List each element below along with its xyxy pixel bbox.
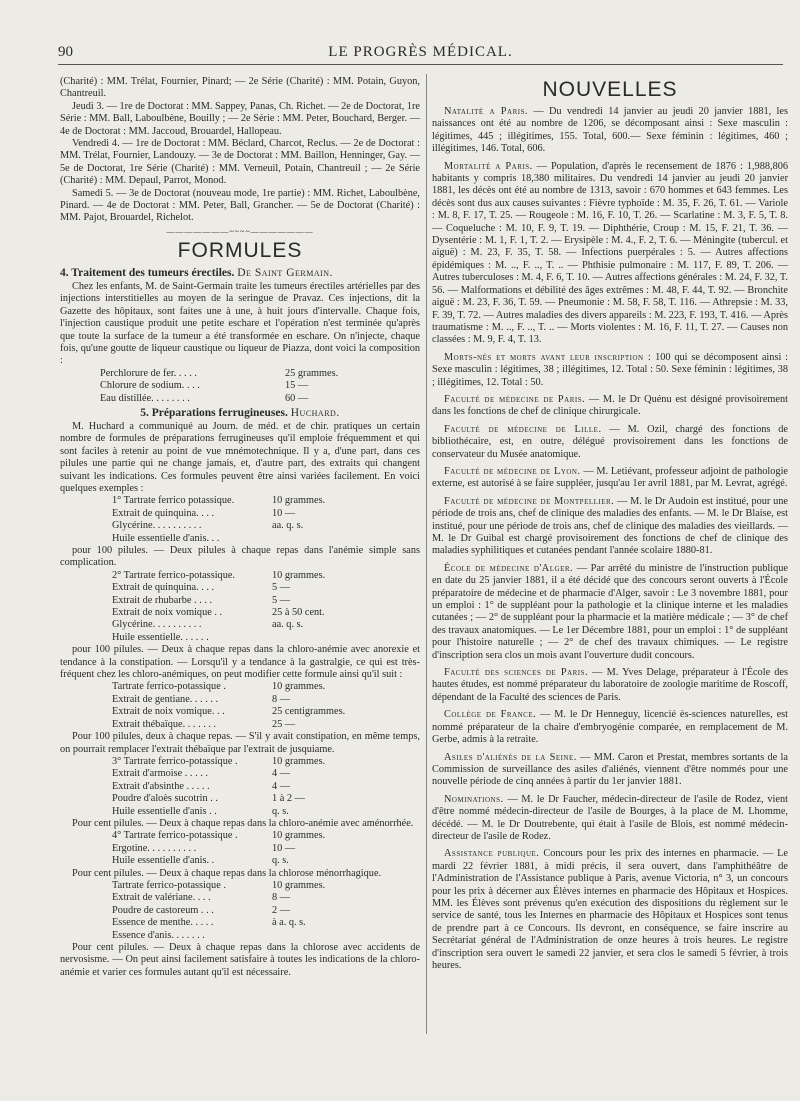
- news-text: — M. Ozil, chargé des fonctions de bibliothécaire, est, en outre, délégué provisoirement dans les fonctions de conservateur du Musée anatomique.: [432, 423, 788, 460]
- section-4-text: Chez les enfants, M. de Saint-Germain traite les tumeurs érectiles artérielles par des injections interstitielles au moyen de la seringue de Pravaz. Ces injections, dit la Gazette des hôpitaux, sont faites une à une, à huit jours d'intervalle. Chaque fois, l'injection caustique produit une petite eschare et l'opération n'est terminée qu'après que toute la surface de la tumeur a été transformée en eschare. On n'injecte, chaque fois, qu'une goutte de liqueur caustique ou liqueur de Piazza, dont voici la composition :: [60, 280, 420, 367]
- news-kicker: Assistance publique.: [444, 848, 540, 860]
- prescription-table: [112, 570, 420, 644]
- ingredient-name: Huile essentielle d'anis. . .: [112, 532, 220, 544]
- nouvelles-title: NOUVELLES: [542, 78, 678, 101]
- news-kicker: Asiles d'aliénés de la Seine.: [444, 751, 577, 763]
- ingredient-name: Essence d'anis. . . . . . .: [112, 929, 205, 941]
- ingredient-name: Poudre d'aloès sucotrin . .: [112, 793, 218, 805]
- section-4-author: De Saint Germain.: [237, 266, 333, 279]
- formula-row: [112, 607, 420, 619]
- ingredient-quantity: aa. q. s.: [272, 619, 304, 631]
- ingredient-quantity: 10 —: [272, 507, 296, 519]
- ingredient-name: Glycérine. . . . . . . . . .: [112, 619, 202, 631]
- formula-row: [112, 619, 420, 631]
- news-kicker: Natalité a Paris.: [444, 106, 529, 117]
- exam-schedule: [60, 76, 420, 225]
- news-kicker: École de médecine d'Alger.: [444, 562, 574, 574]
- formula-row: [112, 706, 420, 718]
- ingredient-name: Extrait de noix vomique . .: [112, 607, 223, 619]
- ingredient-quantity: 1 à 2 —: [272, 793, 305, 805]
- news-kicker: Collège de France.: [444, 709, 537, 721]
- news-list: [432, 106, 788, 972]
- news-text: Concours pour les prix des internes en pharmacie. — Le mardi 22 février 1881, à midi précis, il sera ouvert, dans l'amphithéâtre de l'Administration de l'Assistance publique à Paris, avenue Victoria, n° 3, un concours pour les prix à décerner aux Élèves internes en pharmacie des Hôpitaux et Hospices. MM. les Élèves sont prévenus qu'en exécution des dispositions du règlement sur le service de santé, tous les Internes en pharmacie des Hôpitaux et Hospices sont tenus de prendre part à ce Concours. Ils devront, en conséquence, se faire inscrire au Secrétariat général de l'Administration de onze heures à trois heures. Le registre d'inscription sera ouvert le samedi 22 janvier, et sera clos le samedi 5 février, à trois heures.: [432, 848, 789, 971]
- ingredient-quantity: 10 grammes.: [272, 569, 326, 581]
- news-item: [432, 794, 788, 844]
- formula-row: [112, 719, 420, 731]
- formula-row: [112, 520, 420, 532]
- formula-row: [112, 880, 420, 892]
- ingredient-name: Tartrate ferrico-potassique .: [112, 879, 226, 891]
- formula-row: [112, 508, 420, 520]
- ingredient-name: Essence de menthe. . . . .: [112, 917, 214, 929]
- news-kicker: Morts-nés et morts avant leur inscription :: [444, 351, 652, 363]
- news-item: [432, 106, 788, 156]
- prescription-table: [112, 495, 420, 545]
- liqueur-composition-table: [100, 368, 420, 405]
- ingredient-quantity: 10 grammes.: [272, 830, 326, 842]
- news-text: 100 qui se décomposent ainsi : Sexe masculin : légitimes, 38 ; illégitimes, 12. Total : 50. Sexe féminin : légitimes, 38 ; illégitimes, 12. Total : 50.: [432, 351, 788, 388]
- news-item: [432, 848, 788, 972]
- section-5-author: Huchard.: [290, 406, 340, 419]
- prescription-table: [112, 880, 420, 942]
- news-item: [432, 667, 788, 704]
- formula-row: [112, 533, 420, 545]
- formula-row: [112, 793, 420, 805]
- ingredient-name: 2° Tartrate ferrico-potassique.: [112, 569, 235, 581]
- ingredient-quantity: 10 grammes.: [272, 681, 326, 693]
- formula-row: [100, 380, 420, 392]
- schedule-paragraph: (Charité) : MM. Trélat, Fournier, Pinard; — 2e Série (Charité) : MM. Potain, Guyon, Chantreuil.: [60, 76, 420, 100]
- ingredient-quantity: 10 grammes.: [272, 755, 326, 767]
- ingredient-name: Extrait d'absinthe . . . . .: [112, 780, 210, 792]
- news-item: [432, 563, 788, 662]
- ingredient-quantity: 4 —: [272, 780, 291, 792]
- formula-row: [112, 570, 420, 582]
- news-kicker: Faculté de médecine de Paris.: [444, 393, 586, 405]
- news-item: [432, 352, 788, 389]
- schedule-paragraph: Samedi 5. — 3e de Doctorat (nouveau mode, 1re partie) : MM. Richet, Laboulbène, Pinard. — 4e de Doctorat : MM. Peter, Ball, Grancher. — 5e de Doctorat (Charité) : MM. Pajot, Brouardel, Richelot.: [60, 187, 420, 224]
- news-item: [432, 424, 788, 461]
- schedule-paragraph: Vendredi 4. — 1re de Doctorat : MM. Béclard, Charcot, Reclus. — 2e de Doctorat : MM. Trélat, Fournier, Landouzy. — 3e de Doctorat : MM. Baillon, Henninger, Gay. — 5e de Doctorat, 1re Série (Charité) : MM. Verneuil, Potain, Chantreuil ; — 2e Série (Charité) : MM. Depaul, Parrot, Monod.: [60, 138, 420, 187]
- formula-row: [112, 694, 420, 706]
- ingredient-name: Tartrate ferrico-potassique .: [112, 681, 226, 693]
- formules-title: FORMULES: [177, 238, 303, 262]
- ingredient-quantity: 60 —: [285, 392, 309, 404]
- news-text: — M. le Dr Audoin est institué, pour une période de trois ans, chef de clinique des maladies des enfants. — M. le Dr Blaise, est institué, pour une période de trois ans, chef de clinique des maladies des vieillards. — M. le Dr Guibal est chargé provisoirement des fonctions de chef de clinique des maladies syphilitiques et cutanées pendant l'année scolaire 1880-81.: [432, 495, 788, 557]
- ingredient-name: Extrait de rhubarbe . . . .: [112, 594, 213, 606]
- section-5-title: 5. Préparations ferrugineuses.: [140, 406, 288, 419]
- prescription-note: Pour cent pilules. — Deux à chaque repas dans la chlorose ménorrhagique.: [72, 867, 382, 879]
- ingredient-quantity: q. s.: [272, 805, 289, 817]
- prescriptions: [60, 495, 420, 979]
- prescription-note: pour 100 pilules. — Deux pilules à chaque repas dans l'anémie simple sans complication.: [60, 545, 420, 569]
- ingredient-name: Extrait de valériane. . . .: [112, 892, 211, 904]
- news-text: — Par arrêté du ministre de l'instruction publique en date du 25 janvier 1881, il a été décidé que des concours seront ouverts à l'École préparatoire de médecine et de pharmacie d'Alger, savoir : Le 3 novembre 1881, pour un emploi : 1° de suppléant pour la pathologie et la clinique interne et les maladies cutanées ; — 2° de suppléant pour la pharmacie et la matière médicale ; — 3° de chef des travaux anatomiques. — Le 1er Décembre 1881, pour un emploi : 1° de suppléant pour l'histoire naturelle ; — 2° de chef des travaux chimiques. — Le registre d'inscription sera clos un mois avant l'ouverture dudit concours.: [432, 562, 789, 661]
- ingredient-name: Perchlorure de fer. . . . .: [100, 367, 197, 379]
- header-rule: [58, 64, 783, 65]
- formula-row: [112, 582, 420, 594]
- section-4-heading: [60, 267, 420, 280]
- section-5-heading: [60, 407, 420, 420]
- formula-row: [112, 905, 420, 917]
- news-kicker: Nominations.: [444, 793, 504, 805]
- page-number: 90: [58, 44, 73, 60]
- ingredient-quantity: q. s.: [272, 855, 289, 867]
- ingredient-quantity: [272, 533, 420, 545]
- news-kicker: Faculté de médecine de Montpellier.: [444, 495, 615, 507]
- formula-row: [112, 843, 420, 855]
- formula-row: [112, 681, 420, 693]
- ingredient-name: Poudre de castoreum . . .: [112, 904, 214, 916]
- prescription-table: [112, 830, 420, 867]
- news-item: [432, 709, 788, 746]
- ingredient-name: 3° Tartrate ferrico-potassique .: [112, 755, 238, 767]
- ingredient-name: Extrait thébaïque. . . . . . .: [112, 718, 217, 730]
- prescription-note: Pour 100 pilules, deux à chaque repas. — S'il y avait constipation, en même temps, on pourrait remplacer l'extrait thébaïque par l'extrait de jusquiame.: [60, 731, 420, 755]
- ingredient-quantity: [272, 632, 420, 644]
- ingredient-quantity: 10 grammes.: [272, 879, 326, 891]
- formula-row: [112, 632, 420, 644]
- news-text: — M. le Dr Faucher, médecin-directeur de l'asile de Rodez, vient d'être nommé médecin-directeur de l'asile de Bourges, à la place de M. Lhomme, décédé. — M. le Dr Doutrebente, qui était à l'asile de Blois, est nommé médecin-directeur de l'asile de Rodez.: [432, 793, 788, 842]
- news-item: [432, 394, 788, 419]
- ingredient-name: Huile essentielle d'anis. .: [112, 855, 215, 867]
- ingredient-name: Huile essentielle. . . . . .: [112, 631, 209, 643]
- ingredient-name: Glycérine. . . . . . . . . .: [112, 520, 202, 532]
- formula-row: [112, 595, 420, 607]
- news-item: [432, 496, 788, 558]
- formula-row: [112, 892, 420, 904]
- ingredient-name: Extrait de gentiane. . . . . .: [112, 693, 219, 705]
- formula-row: [112, 930, 420, 942]
- ingredient-name: Extrait de quinquina. . . .: [112, 507, 215, 519]
- left-column: [60, 76, 420, 979]
- section-4-title: 4. Traitement des tumeurs érectiles.: [60, 266, 235, 279]
- formula-row: [112, 855, 420, 867]
- ingredient-quantity: 5 —: [272, 594, 291, 606]
- ingredient-name: Huile essentielle d'anis . .: [112, 805, 217, 817]
- formula-row: [100, 368, 420, 380]
- ingredient-name: Extrait de quinquina. . . .: [112, 582, 215, 594]
- journal-title: LE PROGRÈS MÉDICAL.: [328, 44, 513, 60]
- ingredient-quantity: 10 grammes.: [272, 495, 326, 507]
- formula-row: [112, 768, 420, 780]
- news-text: — M. le Dr Henneguy, licencié ès-sciences naturelles, est nommé préparateur de la chaire d'embryogénie comparée, en remplacement de M. Gerbe, admis à la retraite.: [432, 709, 789, 746]
- ingredient-quantity: 25 à 50 cent.: [272, 607, 325, 619]
- ingredient-quantity: 5 —: [272, 582, 291, 594]
- news-item: [432, 752, 788, 789]
- ingredient-name: 1° Tartrate ferrico potassique.: [112, 495, 235, 507]
- ingredient-quantity: 8 —: [272, 693, 291, 705]
- ingredient-quantity: à a. q. s.: [272, 917, 306, 929]
- ingredient-quantity: 4 —: [272, 768, 291, 780]
- ingredient-quantity: aa. q. s.: [272, 520, 304, 532]
- ingredient-quantity: 25 centigrammes.: [272, 706, 346, 718]
- ingredient-name: Chlorure de sodium. . . .: [100, 380, 200, 392]
- ornament-divider: ———————~~~~———————: [166, 226, 314, 236]
- news-item: [432, 161, 788, 347]
- ingredient-name: Extrait de noix vomique. . .: [112, 706, 225, 718]
- ingredient-name: Extrait d'armoise . . . . .: [112, 768, 208, 780]
- ingredient-quantity: 15 —: [285, 380, 309, 392]
- formula-row: [112, 830, 420, 842]
- formula-row: [112, 806, 420, 818]
- ingredient-quantity: [272, 930, 420, 942]
- ingredient-quantity: 2 —: [272, 904, 291, 916]
- prescription-note: Pour cent pilules. — Deux à chaque repas dans la chlorose avec accidents de nervosisme. — On peut ainsi facilement satisfaire à toutes les indications de la chloro-anémie et varier ces formules autant qu'il est nécessaire.: [60, 942, 420, 978]
- news-kicker: Mortalité a Paris.: [444, 160, 533, 172]
- ingredient-name: Eau distillée. . . . . . . .: [100, 392, 190, 404]
- formula-row: [100, 393, 420, 405]
- prescription-table: [112, 756, 420, 818]
- news-kicker: Faculté des sciences de Paris.: [444, 667, 589, 679]
- formula-row: [112, 917, 420, 929]
- prescription-note: Pour cent pilules. — Deux à chaque repas dans la chloro-anémie avec aménorrhée.: [72, 817, 414, 829]
- news-text: — Du vendredi 14 janvier au jeudi 20 janvier 1881, les naissances ont été au nombre de 1206, se décomposant ainsi : Sexe masculin : légitimes, 445 ; illégitimes, 155. Total, 600.— Sexe féminin : légitimes, 460 ; illégitimes, 146. Total, 606.: [432, 106, 788, 155]
- news-text: — M. le Dr Quénu est désigné provisoirement dans les fonctions de chef de clinique chirurgicale.: [432, 393, 788, 418]
- news-text: — M. Letiévant, professeur adjoint de pathologie externe, est autorisé à se faire suppléer, jusqu'au 1er avril 1881, par M. Levrat, agrégé.: [432, 465, 788, 490]
- news-text: — Population, d'après le recensement de 1876 : 1,988,806 habitants y compris 18,380 militaires. Du vendredi 14 janvier au jeudi 20 janvier 1881, les décès ont été au nombre de 1313, savoir : 670 hommes et 643 femmes. Les décès sont dus aux causes suivantes : Fièvre typhoïde : M. 35, F. 26, T. 61. — Variole : M. 8, F. 17, T. 25. — Rougeole : M. 16, F. 10, T. 26. — Scarlatine : M. 3, F. 5, T. 8. — Coqueluche : M. 10, F. 9, T. 19. — Diphthérie, Croup : M. 15, F. 21, T. 36. — Dysentérie : M. 1, F. 1, T. 2. — Erysipèle : M. 4., F. 2, T. 6. — Méningite (tubercul. et aiguë) : M. 23, F. 35, T. 58. — Infections puerpérales : 5. — Autres affections épidémiques : M. .., F. .., T. .. — Phthisie pulmonaire : M. 117, F. 89, T. 206. — Autres tuberculoses : M. 4, F. 6, T. 10. — Autres affections générales : M. 24, F. 32, T. 56. — Malformations et débilité des âges extrêmes : M. 48, F. 44, T. 92. — Bronchite aiguë : M. 23, F. 36, T. 59. — Pneumonie : M. 58, F. 58, T. 116. — Athrepsie : M. 33, F. 39, T. 72. — Autres maladies des divers appareils : M. 223, F. 193, T. 416. — Après traumatisme : M. .., F. .., T. .. — Morts violentes : M. 16, F. 11, T. 27. — Causes non classées : M. 9, F. 4, T. 13.: [432, 160, 789, 346]
- page-header: [58, 44, 783, 66]
- news-text: — M. Yves Delage, préparateur à l'École des hautes études, est nommé préparateur du laboratoire de zoologie maritime de Roscoff, dépendant de la Faculté des sciences de Paris.: [432, 667, 788, 703]
- ingredient-quantity: 25 —: [272, 718, 296, 730]
- formula-row: [112, 756, 420, 768]
- schedule-paragraph: Jeudi 3. — 1re de Doctorat : MM. Sappey, Panas, Ch. Richet. — 2e de Doctorat, 1re Série : MM. Ball, Laboulbène, Bouilly ; — 2e Série : MM. Peter, Bouchard, Berger. — 4e de Doctorat : MM. Jaccoud, Brouardel, Hallopeau.: [60, 100, 420, 137]
- section-5-text: M. Huchard a communiqué au Journ. de méd. et de chir. pratiques un certain nombre de formules de préparations ferrugineuses qu'il emploie fréquemment et qui sont faciles à retenir au point de vue mnémotechnique. Il y a, d'une part, dans ces pilules une partie qui ne change jamais, et, d'autre part, des extraits qui changent suivant les indications. Ces formules peuvent être ainsi variées facilement. En voici quelques exemples :: [60, 420, 420, 494]
- formula-row: [112, 495, 420, 507]
- ingredient-quantity: 10 —: [272, 842, 296, 854]
- news-kicker: Faculté de médecine de Lyon.: [444, 465, 581, 477]
- prescription-note: pour 100 pilules. — Deux à chaque repas dans la chloro-anémie avec anorexie et tendance à la constipation. — Lorsqu'il y a tendance à la gastralgie, ce qui est très-fréquent chez les chloro-anémiques, on peut modifier cette formule ainsi qu'il suit :: [60, 644, 420, 681]
- news-kicker: Faculté de médecine de Lille.: [444, 423, 602, 435]
- ingredient-quantity: 25 grammes.: [285, 367, 339, 379]
- formula-row: [112, 781, 420, 793]
- column-divider: [426, 74, 427, 1034]
- prescription-table: [112, 681, 420, 731]
- ingredient-name: 4° Tartrate ferrico-potassique .: [112, 830, 238, 842]
- right-column: [432, 76, 788, 977]
- ingredient-name: Ergotine. . . . . . . . . .: [112, 842, 197, 854]
- news-text: — MM. Caron et Prestat, membres sortants de la Commission de surveillance des asiles d'aliénés, viennent d'être nommés pour une nouvelle période de cinq années à partir du 1er janvier 1881.: [432, 751, 788, 788]
- ingredient-quantity: 8 —: [272, 892, 291, 904]
- news-item: [432, 466, 788, 491]
